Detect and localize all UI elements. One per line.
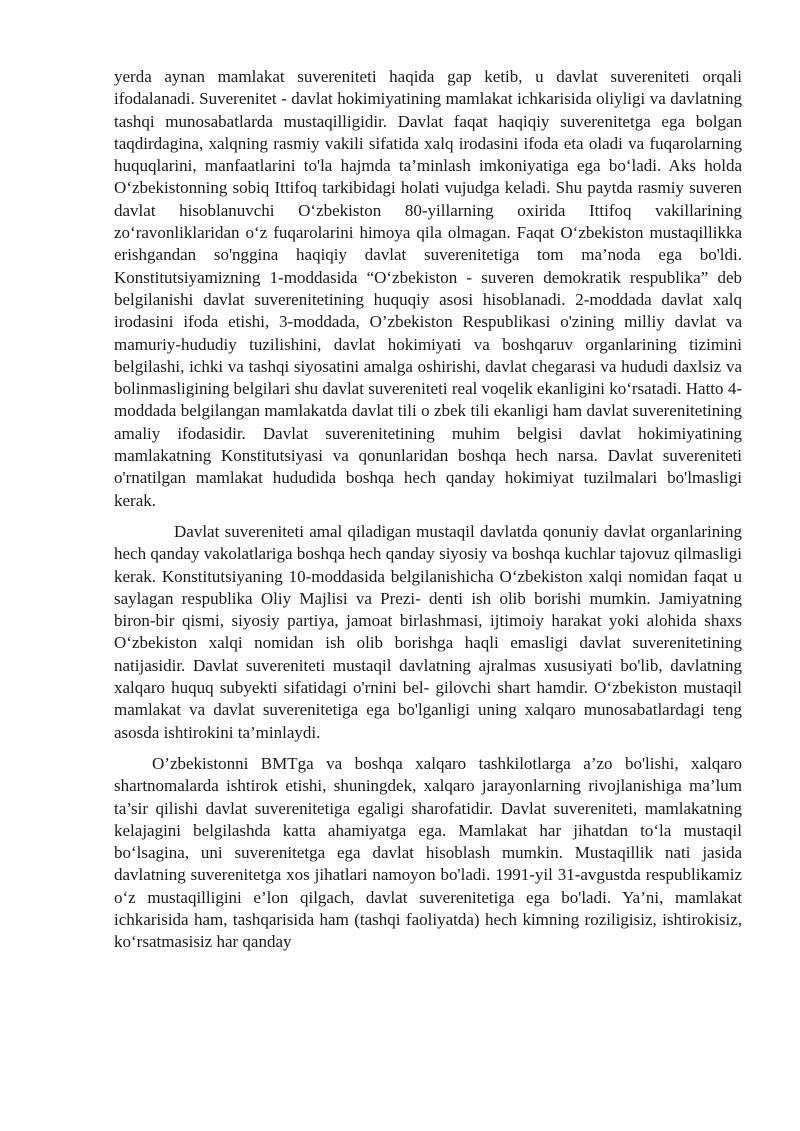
paragraph-state-organs: Davlat suvereniteti amal qiladigan mustaqil davlatda qonuniy davlat organlarining hech qanday vakolatlariga boshqa hech qanday siyosiy va boshqa kuchlar tajovuz qilmasligi kerak. Konstitutsiyaning 10-moddasida belgilanishicha O‘zbekiston xalqi nomidan faqat u saylagan respublika Oliy Majlisi va Prezi- denti ish olib borishi mumkin. Jamiyatning biron-bir qismi, siyosiy partiya, jamoat birlashmasi, ijtimoiy harakat yoki alohida shaxs O‘zbekiston xalqi nomidan ish olib borishga haqli emasligi davlat suverenitetining natijasidir. Davlat suvereniteti mustaqil davlatning ajralmas xususiyati bo'lib, davlatning xalqaro huquq subyekti sifatidagi o'rnini bel- gilovchi shart hamdir. O‘zbekiston mustaqil mamlakat va davlat suverenitetiga ega bo'lganligi uning xalqaro munosabatlardagi teng asosda ishtirokini ta’minlaydi. <box>114 521 742 742</box>
paragraph-international-relations: O’zbekistonni BMTga va boshqa xalqaro tashkilotlarga a’zo bo'lishi, xalqaro shartnomalarda ishtirok etishi, shuningdek, xalqaro jarayonlarning rivojlanishiga ma’lum ta’sir qilishi davlat suverenitetiga egaligi sharofatidir. Davlat suvereniteti, mamlakatning kelajagini belgilashda katta ahamiyatga ega. Mamlakat har jihatdan to‘la mustaqil bo‘lsagina, uni suverenitetga ega davlat hisoblash mumkin. Mustaqillik nati jasida davlatning suverenitetga xos jihatlari namoyon bo'ladi. 1991-yil 31-avgustda respublikamiz o‘z mustaqilligini e’lon qilgach, davlat suverenitetiga ega bo'ladi. Ya’ni, mamlakat ichkarisida ham, tashqarisida ham (tashqi faoliyatda) hech kimning roziligisiz, ishtirokisiz, ko‘rsatmasisiz har qanday <box>114 753 742 952</box>
document-page <box>114 66 742 954</box>
paragraph-sovereignty-definition: yerda aynan mamlakat suvereniteti haqida gap ketib, u davlat suvereniteti orqali ifodalanadi. Suverenitet - davlat hokimiyatining mamlakat ichkarisida oliyligi va davlatning tashqi munosabatlarda mustaqilligidir. Davlat faqat haqiqiy suverenitetga ega bolgan taqdirdagina, xalqning rasmiy vakili sifatida xalq irodasini ifoda eta oladi va fuqarolarning huquqlarini, manfaatlarini to'la hajmda ta’minlash imkoniyatiga ega bo‘ladi. Aks holda O‘zbekistonning sobiq Ittifoq tarkibidagi holati vujudga keladi. Shu paytda rasmiy suveren davlat hisoblanuvchi O‘zbekiston 80-yillarning oxirida Ittifoq vakillarining zo‘ravonliklaridan o‘z fuqarolarini himoya qila olmagan. Faqat O‘zbekiston mustaqillikka erishgandan so'nggina haqiqiy davlat suverenitetiga tom ma’noda ega bo'ldi. Konstitutsiyamizning 1-moddasida “O‘zbekiston - suveren demokratik respublika” deb belgilanishi davlat suverenitetining huquqiy asosi hisoblanadi. 2-moddada davlat xalq irodasini ifoda etishi, 3-moddada, O’zbekiston Respublikasi o'zining milliy davlat va mamuriy-hududiy tuzilishini, davlat hokimiyati va boshqaruv organlarining tizimini belgilashi, ichki va tashqi siyosatini amalga oshirishi, davlat chegarasi va hududi daxlsiz va bolinmasligining belgilari shu davlat suvereniteti real voqelik ekanligini ko‘rsatadi. Hatto 4-moddada belgilangan mamlakatda davlat tili o zbek tili ekanligi ham davlat suverenitetining amaliy ifodasidir. Davlat suverenitetining muhim belgisi davlat hokimiyatining mamlakatning Konstitutsiyasi va qonunlaridan boshqa hech narsa. Davlat suvereniteti o'rnatilgan mamlakat hududida boshqa hech qanday hokimiyat tuzilmalari bo'lmasligi kerak. <box>114 67 742 510</box>
